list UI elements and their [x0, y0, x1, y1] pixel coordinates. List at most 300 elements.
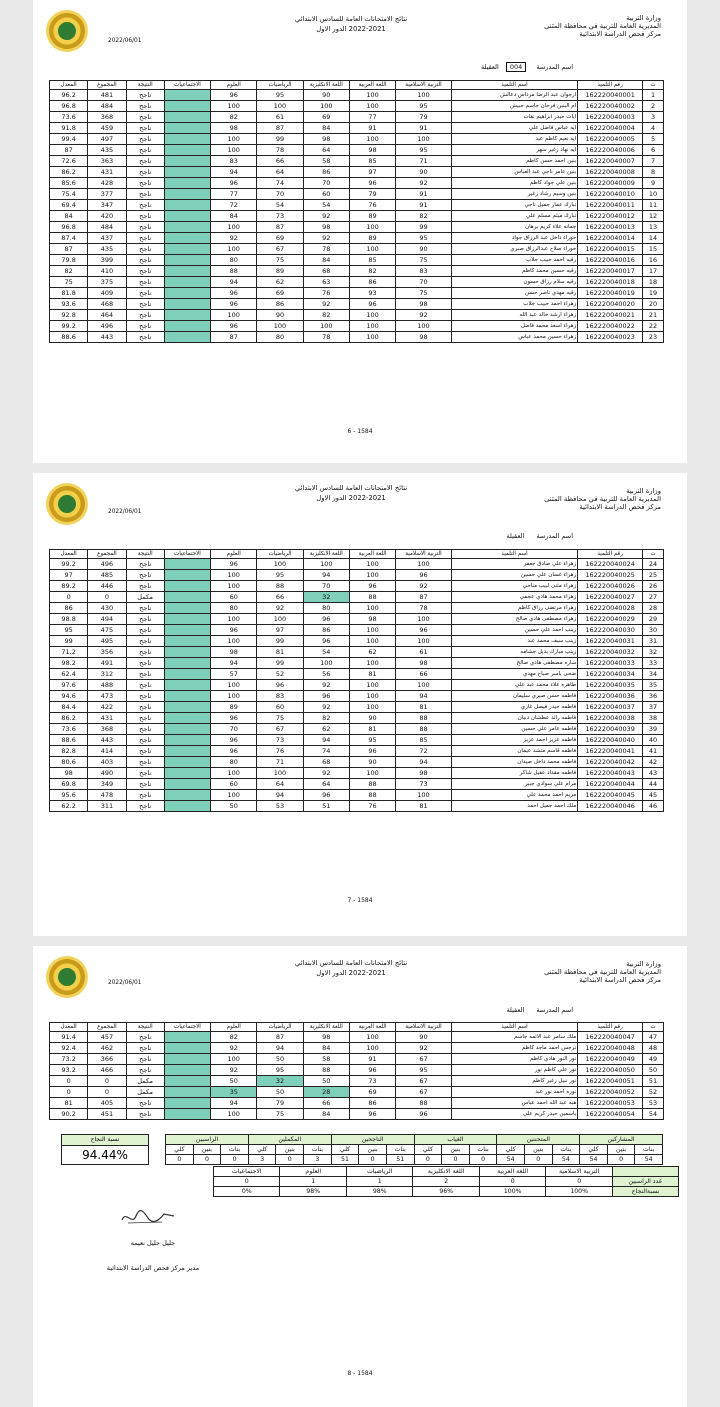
- table-cell: [164, 123, 210, 134]
- table-cell: ناجح: [126, 222, 164, 233]
- center-name: مركز فحص الدراسة الابتدائية: [579, 976, 661, 984]
- table-cell: [164, 801, 210, 812]
- table-cell: ناجح: [126, 1109, 164, 1120]
- table-cell: ناجح: [126, 636, 164, 647]
- table-cell: [164, 321, 210, 332]
- table-row: [50, 559, 664, 570]
- table-cell: 100: [349, 768, 395, 779]
- table-cell: 428: [88, 178, 126, 189]
- table-cell: 32: [257, 1076, 303, 1087]
- table-cell: 0: [50, 1076, 88, 1087]
- table-cell: 82: [50, 266, 88, 277]
- table-cell: 82: [211, 1032, 257, 1043]
- table-cell: 47: [643, 1032, 664, 1043]
- table-cell: 96.8: [50, 222, 88, 233]
- student-id: 162220040037: [578, 702, 643, 713]
- table-cell: 69: [257, 288, 303, 299]
- table-cell: 89: [349, 233, 395, 244]
- column-header: ت: [643, 550, 664, 559]
- subject-summary: [213, 1166, 679, 1197]
- subject-rate-row: [214, 1187, 679, 1197]
- table-row: [50, 603, 664, 614]
- summary-value: 51: [386, 1155, 414, 1165]
- table-cell: 363: [88, 156, 126, 167]
- table-row: [50, 581, 664, 592]
- pass-rate-value: 94.44%: [61, 1146, 149, 1165]
- table-cell: 95: [396, 1065, 452, 1076]
- summary-value: 0: [193, 1155, 221, 1165]
- table-cell: 61: [396, 647, 452, 658]
- table-cell: 97: [50, 570, 88, 581]
- table-row: [50, 178, 664, 189]
- table-cell: 98: [349, 614, 395, 625]
- table-cell: 356: [88, 647, 126, 658]
- table-cell: 43: [643, 768, 664, 779]
- table-cell: 76: [349, 200, 395, 211]
- table-cell: [164, 288, 210, 299]
- table-row: [50, 625, 664, 636]
- table-cell: 54: [257, 200, 303, 211]
- table-cell: 81.8: [50, 288, 88, 299]
- subject-rate: 0%: [214, 1187, 280, 1197]
- table-cell: 66: [303, 1098, 349, 1109]
- table-cell: 464: [88, 310, 126, 321]
- column-header: العلوم: [211, 81, 257, 90]
- table-cell: 100: [349, 1043, 395, 1054]
- center-name: مركز فحص الدراسة الابتدائية: [579, 30, 661, 38]
- column-header: المعدل: [50, 81, 88, 90]
- table-cell: 7: [643, 156, 664, 167]
- table-cell: 435: [88, 244, 126, 255]
- table-cell: 92.4: [50, 1043, 88, 1054]
- summary-sub-label: كلي: [331, 1145, 359, 1155]
- table-cell: 496: [88, 559, 126, 570]
- summary-value: 51: [331, 1155, 359, 1165]
- table-cell: [164, 658, 210, 669]
- table-cell: 75: [257, 255, 303, 266]
- table-cell: 82: [349, 266, 395, 277]
- signatory-name: جليل جليل نعيمه: [130, 1239, 176, 1247]
- table-cell: 99: [257, 134, 303, 145]
- table-cell: 98.2: [50, 658, 88, 669]
- table-cell: ناجح: [126, 178, 164, 189]
- student-id: 162220040019: [578, 288, 643, 299]
- table-cell: 70: [303, 581, 349, 592]
- page-footer: 7 - 1584: [347, 897, 373, 904]
- table-row: [50, 669, 664, 680]
- table-cell: 62: [349, 647, 395, 658]
- table-cell: 0: [50, 1087, 88, 1098]
- table-cell: 100: [303, 101, 349, 112]
- table-cell: 100: [349, 134, 395, 145]
- table-cell: 375: [88, 277, 126, 288]
- table-cell: 78: [303, 332, 349, 343]
- table-cell: 58: [303, 156, 349, 167]
- column-header: ت: [643, 1023, 664, 1032]
- table-cell: 100: [396, 636, 452, 647]
- table-cell: 100: [349, 702, 395, 713]
- table-header-row: [50, 550, 664, 559]
- table-cell: [164, 724, 210, 735]
- summary-value: 0: [414, 1155, 442, 1165]
- table-cell: 94: [396, 757, 452, 768]
- table-cell: 88: [349, 790, 395, 801]
- table-cell: ناجح: [126, 1054, 164, 1065]
- table-cell: 83: [257, 691, 303, 702]
- table-cell: 73.6: [50, 724, 88, 735]
- table-cell: 86: [257, 299, 303, 310]
- table-cell: 48: [643, 1043, 664, 1054]
- subject-rate: 96%: [413, 1187, 479, 1197]
- table-cell: 96: [396, 570, 452, 581]
- table-cell: 96: [349, 581, 395, 592]
- summary-sub-label: بنين: [442, 1145, 470, 1155]
- table-cell: 82: [211, 112, 257, 123]
- table-cell: 38: [643, 713, 664, 724]
- table-cell: 100: [257, 559, 303, 570]
- table-cell: 69.8: [50, 779, 88, 790]
- table-cell: 100: [257, 321, 303, 332]
- student-name: زهراء مثنى لبيب مناحي: [451, 581, 578, 592]
- table-cell: ناجح: [126, 200, 164, 211]
- table-cell: [164, 1076, 210, 1087]
- subject-arabic: اللغة العربية: [479, 1167, 545, 1177]
- table-cell: 80: [257, 332, 303, 343]
- student-id: 162220040018: [578, 277, 643, 288]
- table-cell: 76: [349, 801, 395, 812]
- table-cell: ناجح: [126, 647, 164, 658]
- table-cell: 85: [396, 735, 452, 746]
- table-row: [50, 1054, 664, 1065]
- table-cell: 92: [396, 178, 452, 189]
- student-id: 162220040013: [578, 222, 643, 233]
- table-cell: 71.2: [50, 647, 88, 658]
- table-cell: 87: [50, 145, 88, 156]
- table-cell: [164, 1098, 210, 1109]
- fail-count-label: عدد الراسبين: [612, 1177, 678, 1187]
- student-name: هبه عبد الله احمد عباس: [451, 1098, 578, 1109]
- table-cell: 496: [88, 321, 126, 332]
- column-header: التربية الاسلامية: [396, 81, 452, 90]
- table-cell: 403: [88, 757, 126, 768]
- table-cell: 86: [50, 603, 88, 614]
- student-name: مريم احمد محمد علي: [451, 790, 578, 801]
- summary-value: 0: [166, 1155, 194, 1165]
- table-cell: [164, 757, 210, 768]
- ministry-logo: [46, 10, 88, 52]
- table-cell: 100: [303, 658, 349, 669]
- table-cell: 34: [643, 669, 664, 680]
- results-table: [49, 80, 664, 343]
- table-cell: 52: [257, 669, 303, 680]
- table-cell: [164, 559, 210, 570]
- table-cell: 81: [396, 702, 452, 713]
- table-cell: 42: [643, 757, 664, 768]
- table-cell: ناجح: [126, 156, 164, 167]
- table-cell: 85.6: [50, 178, 88, 189]
- table-cell: 100: [211, 581, 257, 592]
- table-cell: 73: [349, 1076, 395, 1087]
- ministry-name: وزارة التربية: [626, 487, 661, 495]
- table-cell: 51: [643, 1076, 664, 1087]
- student-name: زينب احمد علي حسين: [451, 625, 578, 636]
- table-cell: 92: [211, 1043, 257, 1054]
- table-cell: 98: [396, 299, 452, 310]
- table-cell: 100: [396, 680, 452, 691]
- table-cell: ناجح: [126, 1043, 164, 1054]
- summary-value: 0: [221, 1155, 249, 1165]
- table-cell: 70: [303, 178, 349, 189]
- signatory-title: مدير مركز فحص الدراسة الابتدائية: [106, 1264, 200, 1272]
- table-cell: ناجح: [126, 559, 164, 570]
- student-name: حوراء داخل عبد الرزاق جواد: [451, 233, 578, 244]
- table-cell: 462: [88, 1043, 126, 1054]
- table-cell: 35: [643, 680, 664, 691]
- table-cell: 485: [88, 570, 126, 581]
- table-cell: 45: [643, 790, 664, 801]
- student-name: فاطمه مقداد عقيل شاكر: [451, 768, 578, 779]
- table-cell: 99: [50, 636, 88, 647]
- summary-sub-label: بنين: [524, 1145, 552, 1155]
- table-cell: 64: [303, 145, 349, 156]
- summary-value: 0: [524, 1155, 552, 1165]
- table-cell: 53: [257, 801, 303, 812]
- summary-value: 0: [469, 1155, 497, 1165]
- school-code: 004: [506, 62, 526, 72]
- table-row: [50, 244, 664, 255]
- student-name: فاطمه قاسم منشد عيمان: [451, 746, 578, 757]
- student-id: 162220040054: [578, 1109, 643, 1120]
- table-cell: 29: [643, 614, 664, 625]
- table-cell: 79: [349, 189, 395, 200]
- table-cell: ناجح: [126, 702, 164, 713]
- student-name: زهراء احمد حبيب جلاب: [451, 299, 578, 310]
- table-cell: 19: [643, 288, 664, 299]
- table-row: [50, 713, 664, 724]
- table-cell: 79.8: [50, 255, 88, 266]
- column-header: الاجتماعيات: [164, 81, 210, 90]
- student-name: زهراء علي صادق جعفر: [451, 559, 578, 570]
- table-cell: 466: [88, 1065, 126, 1076]
- table-cell: 92: [303, 211, 349, 222]
- group-makeup: المكملين: [248, 1135, 331, 1145]
- table-row: [50, 691, 664, 702]
- table-cell: 478: [88, 790, 126, 801]
- table-cell: ناجح: [126, 288, 164, 299]
- table-cell: 100: [396, 790, 452, 801]
- table-row: [50, 757, 664, 768]
- table-cell: 473: [88, 691, 126, 702]
- table-row: [50, 592, 664, 603]
- table-cell: 100: [349, 321, 395, 332]
- student-id: 162220040010: [578, 189, 643, 200]
- table-cell: 69: [349, 1087, 395, 1098]
- summary-value: 0: [442, 1155, 470, 1165]
- table-cell: 25: [643, 570, 664, 581]
- table-cell: 20: [643, 299, 664, 310]
- table-cell: 98: [303, 1032, 349, 1043]
- table-row: [50, 101, 664, 112]
- table-cell: 497: [88, 134, 126, 145]
- table-cell: 67: [396, 1054, 452, 1065]
- table-cell: 82: [303, 713, 349, 724]
- table-cell: ناجح: [126, 680, 164, 691]
- table-cell: 100: [349, 680, 395, 691]
- table-cell: 84.4: [50, 702, 88, 713]
- table-cell: 99: [396, 222, 452, 233]
- table-cell: 70: [211, 724, 257, 735]
- table-cell: 100: [349, 310, 395, 321]
- student-id: 162220040053: [578, 1098, 643, 1109]
- subject-social: الاجتماعيات: [214, 1167, 280, 1177]
- table-cell: [164, 647, 210, 658]
- table-cell: 18: [643, 277, 664, 288]
- results-page-3: [33, 946, 687, 1407]
- table-cell: [164, 112, 210, 123]
- table-cell: 91: [396, 189, 452, 200]
- table-cell: 100: [257, 101, 303, 112]
- student-id: 162220040030: [578, 625, 643, 636]
- table-cell: 491: [88, 658, 126, 669]
- table-cell: 100: [211, 790, 257, 801]
- table-cell: ناجح: [126, 614, 164, 625]
- table-cell: 100: [211, 680, 257, 691]
- table-cell: 100: [211, 244, 257, 255]
- student-id: 162220040014: [578, 233, 643, 244]
- table-cell: 100: [303, 559, 349, 570]
- table-cell: ناجح: [126, 713, 164, 724]
- column-header: اسم التلميذ: [451, 1023, 578, 1032]
- column-header: اللغة الانكليزية: [303, 550, 349, 559]
- pass-rate-label: نسبة النجاح: [61, 1134, 149, 1146]
- round-label: 2022-2021 الدور الاول: [316, 494, 386, 502]
- table-cell: 92: [303, 680, 349, 691]
- table-cell: 73: [257, 211, 303, 222]
- table-row: [50, 790, 664, 801]
- table-cell: ناجح: [126, 299, 164, 310]
- table-cell: 100: [349, 1032, 395, 1043]
- column-header: رقم التلميذ: [578, 81, 643, 90]
- table-cell: 5: [643, 134, 664, 145]
- table-cell: 39: [643, 724, 664, 735]
- table-cell: 92: [303, 233, 349, 244]
- table-cell: 96: [211, 559, 257, 570]
- table-cell: 31: [643, 636, 664, 647]
- table-row: [50, 277, 664, 288]
- table-cell: 88.6: [50, 735, 88, 746]
- student-name: تبارك عمار جميل ناجي: [451, 200, 578, 211]
- table-row: [50, 658, 664, 669]
- table-header-row: [50, 81, 664, 90]
- table-cell: 90: [396, 167, 452, 178]
- table-cell: 75: [50, 277, 88, 288]
- table-row: [50, 123, 664, 134]
- student-name: ضحى ياسر صباح مهدي: [451, 669, 578, 680]
- table-cell: 81: [257, 647, 303, 658]
- table-cell: 100: [211, 614, 257, 625]
- table-cell: 11: [643, 200, 664, 211]
- table-cell: 56: [303, 669, 349, 680]
- group-absent: الغياب: [414, 1135, 497, 1145]
- table-cell: 58: [303, 1054, 349, 1065]
- table-cell: 12: [643, 211, 664, 222]
- table-cell: 54: [643, 1109, 664, 1120]
- column-header: الاجتماعيات: [164, 550, 210, 559]
- table-cell: 50: [303, 1076, 349, 1087]
- table-cell: 377: [88, 189, 126, 200]
- table-cell: ناجح: [126, 669, 164, 680]
- table-row: [50, 647, 664, 658]
- table-cell: 69: [303, 112, 349, 123]
- summary-sub-label: بنات: [304, 1145, 332, 1155]
- student-name: زهراء غسان علي حسين: [451, 570, 578, 581]
- student-name: نرجس احمد ماجد كاظم: [451, 1043, 578, 1054]
- table-cell: 52: [643, 1087, 664, 1098]
- table-cell: 88: [303, 1065, 349, 1076]
- student-id: 162220040009: [578, 178, 643, 189]
- table-cell: [164, 167, 210, 178]
- table-cell: 93: [349, 288, 395, 299]
- table-cell: ناجح: [126, 1032, 164, 1043]
- student-name: ساره مصطفى هادي صالح: [451, 658, 578, 669]
- school-name: العقيلة: [481, 63, 499, 71]
- table-cell: [164, 779, 210, 790]
- table-cell: 0: [50, 592, 88, 603]
- student-id: 162220040005: [578, 134, 643, 145]
- ministry-name: وزارة التربية: [626, 960, 661, 968]
- table-cell: 98: [303, 222, 349, 233]
- table-cell: 28: [303, 1087, 349, 1098]
- column-header: المجموع: [88, 550, 126, 559]
- table-cell: ناجح: [126, 746, 164, 757]
- table-row: [50, 222, 664, 233]
- table-cell: 73.2: [50, 1054, 88, 1065]
- table-cell: 72.6: [50, 156, 88, 167]
- table-cell: [164, 244, 210, 255]
- table-cell: 26: [643, 581, 664, 592]
- column-header: النتيجة: [126, 81, 164, 90]
- table-cell: 68: [303, 266, 349, 277]
- table-cell: 89: [257, 266, 303, 277]
- table-cell: [164, 768, 210, 779]
- table-cell: 86.2: [50, 167, 88, 178]
- table-cell: ناجح: [126, 757, 164, 768]
- table-cell: 99.4: [50, 134, 88, 145]
- table-cell: ناجح: [126, 1065, 164, 1076]
- table-cell: [164, 90, 210, 101]
- table-cell: [164, 200, 210, 211]
- summary-sub-label: بنين: [193, 1145, 221, 1155]
- table-cell: ناجح: [126, 691, 164, 702]
- table-cell: 90: [349, 713, 395, 724]
- table-cell: 88: [211, 266, 257, 277]
- student-id: 162220040034: [578, 669, 643, 680]
- fail-count: 0: [214, 1177, 280, 1187]
- table-cell: 99: [257, 658, 303, 669]
- table-cell: ناجح: [126, 735, 164, 746]
- table-cell: 100: [257, 614, 303, 625]
- table-cell: 86: [349, 1098, 395, 1109]
- page-title: نتائج الامتحانات العامة للسادس الابتدائي: [294, 15, 408, 23]
- table-cell: 69.4: [50, 200, 88, 211]
- results-table: [49, 549, 664, 812]
- table-cell: ناجح: [126, 603, 164, 614]
- table-cell: 84: [303, 1043, 349, 1054]
- student-name: زهراء اسعد محمد فاضل: [451, 321, 578, 332]
- column-header: النتيجة: [126, 550, 164, 559]
- student-id: 162220040041: [578, 746, 643, 757]
- table-cell: 100: [211, 1054, 257, 1065]
